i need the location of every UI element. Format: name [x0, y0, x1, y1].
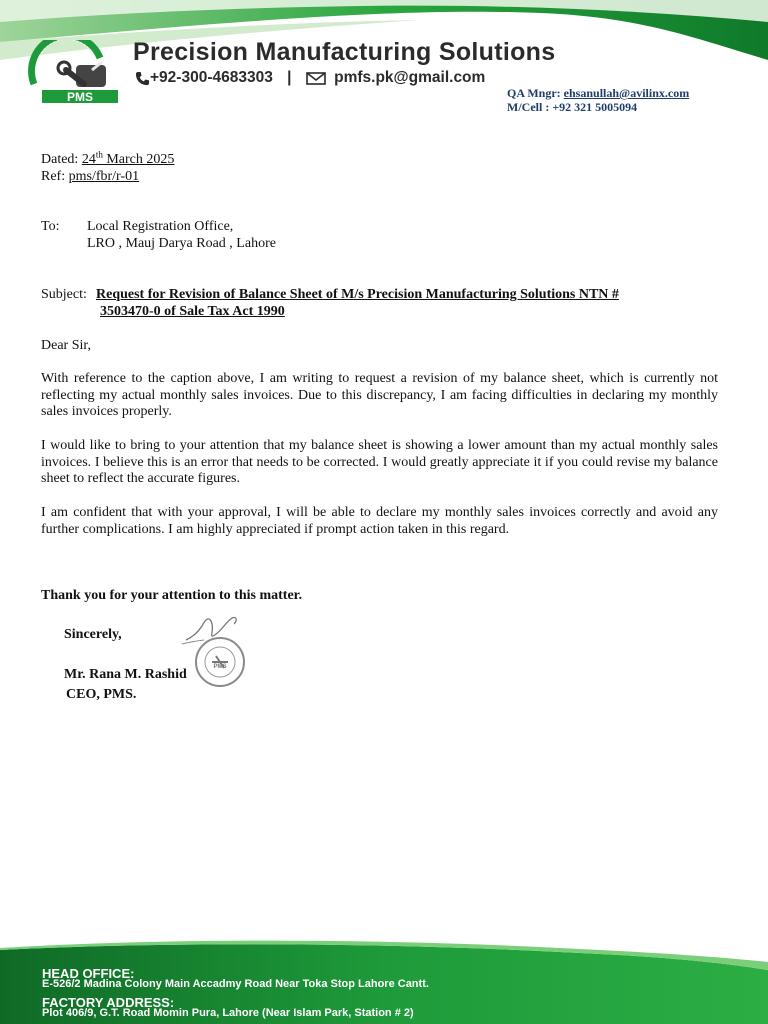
recipient-line-2: LRO , Mauj Darya Road , Lahore: [87, 236, 276, 251]
header-separator: |: [287, 69, 292, 86]
phone-icon: [135, 71, 150, 86]
signature-stamp-icon: [180, 610, 252, 690]
signer-name: Mr. Rana M. Rashid: [64, 667, 187, 682]
paragraph-3: I am confident that with your approval, I will be able to declare my monthly sales invoices correctly and avoid any further complications. I am highly appreciated if prompt action taken in this regard.: [41, 505, 718, 537]
subject-line-2: 3503470-0 of Sale Tax Act 1990: [100, 304, 285, 319]
ref-value: pms/fbr/r-01: [68, 169, 140, 184]
logo-text: PMS: [66, 90, 94, 104]
subject-label: Subject:: [41, 287, 87, 302]
ref-label: Ref:: [41, 169, 66, 184]
head-office-label: HEAD OFFICE:: [42, 966, 135, 981]
paragraph-2: I would like to bring to your attention that my balance sheet is showing a lower amount than my actual monthly sales invoices. I believe this is an error that needs to be corrected. I would greatly appreciate it if you could revise my balance sheet to reflect the accurate figures.: [41, 438, 718, 486]
closing: Sincerely,: [64, 627, 122, 642]
to-label: To:: [41, 219, 60, 234]
salutation: Dear Sir,: [41, 338, 91, 353]
paragraph-1: With reference to the caption above, I am writing to request a revision of my balance sheet, which is currently not reflecting my actual monthly sales invoices. Due to this discrepancy, I am facing difficulties in declaring my monthly sales invoices properly.: [41, 371, 718, 419]
dated-label: Dated:: [41, 152, 79, 167]
company-name: Precision Manufacturing Solutions: [133, 38, 556, 66]
header-email[interactable]: pmfs.pk@gmail.com: [334, 69, 486, 86]
pms-logo-icon: [26, 40, 120, 104]
date-value: 24th March 2025: [81, 149, 175, 167]
head-office-address: E-526/2 Madina Colony Main Accadmy Road Near Toka Stop Lahore Cantt.: [42, 978, 429, 990]
signer-title: CEO, PMS.: [66, 687, 137, 702]
qa-manager-contact: [507, 86, 689, 101]
mobile-cell-contact: [507, 100, 637, 115]
factory-address: Plot 406/9, G.T. Road Momin Pura, Lahore (Near Islam Park, Station # 2): [42, 1007, 414, 1019]
qa-email-link[interactable]: ehsanullah@avilinx.com: [563, 86, 690, 100]
recipient-line-1: Local Registration Office,: [87, 219, 234, 234]
thanks-line: Thank you for your attention to this matter.: [41, 588, 303, 603]
header-phone: +92-300-4683303: [150, 69, 273, 86]
cell-label: M/Cell :: [507, 100, 550, 114]
qa-label: QA Mngr:: [507, 86, 561, 100]
factory-address-label: FACTORY ADDRESS:: [42, 995, 175, 1010]
cell-number: +92 321 5005094: [552, 100, 638, 114]
ref-line: [41, 169, 139, 186]
svg-text:PMS: PMS: [213, 664, 227, 670]
date-line: [41, 149, 175, 169]
subject-line-1: Request for Revision of Balance Sheet of M/s Precision Manufacturing Solutions NTN #: [96, 287, 619, 302]
header-contact-line: [135, 69, 485, 87]
email-icon: [306, 72, 326, 85]
